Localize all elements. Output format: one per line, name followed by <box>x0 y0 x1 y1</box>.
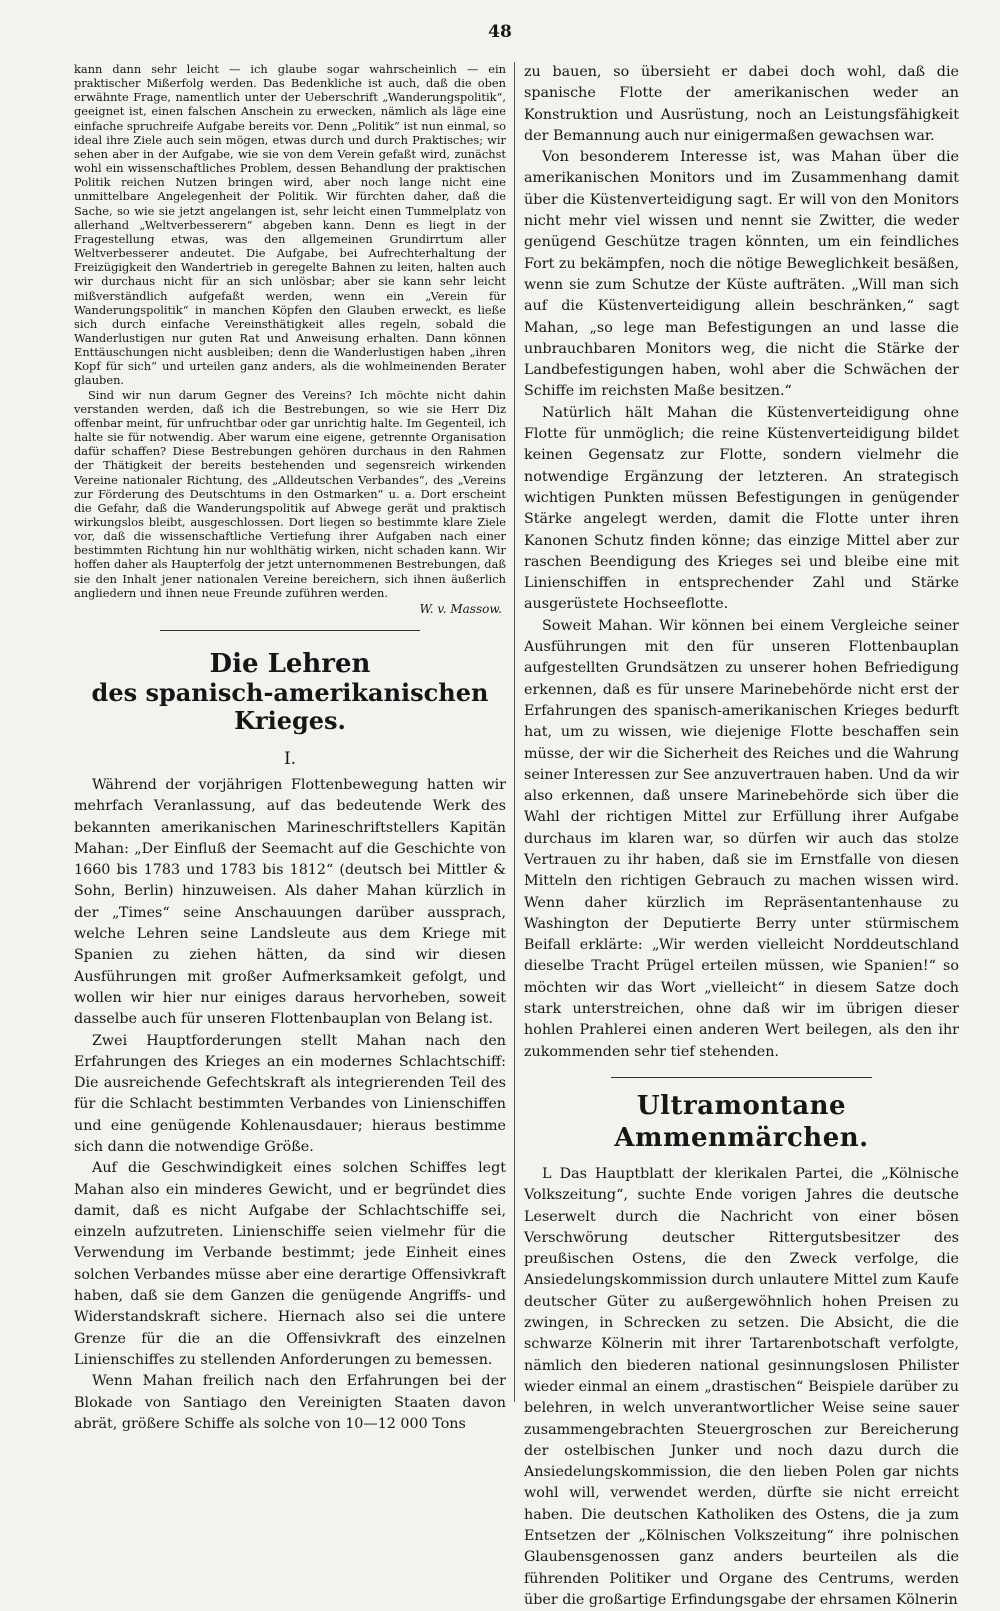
article-body <box>524 1164 959 1611</box>
article-title-line-2: des spanisch-amerikanischen Krieges. <box>91 677 489 735</box>
paragraph: Zwei Hauptforderungen stellt Mahan nach den Erfahrungen des Krieges an ein modernes Schlachtschiff: Die ausreichende Gefechtskraft als integrierenden Teil des für die Schlacht bestimmten Verbandes von Linienschiffen und eine genügende Kohlenausdauer; hieraus bestimme sich dann die notwendige Größe. <box>74 1032 506 1155</box>
page-number: 48 <box>488 22 512 42</box>
paragraph: Wenn Mahan freilich nach den Erfahrungen bei der Blokade von Santiago den Vereinigten Staaten davon abrät, größere Schiffe als solche von 10—12 000 Tons <box>74 1373 506 1432</box>
paragraph: zu bauen, so übersieht er dabei doch wohl, daß die spanische Flotte der amerikanischen weder an Konstruktion und Ausrüstung, noch an Leistungsfähigkeit der Bemannung auch nur einigermaßen gewachsen war. <box>524 64 959 144</box>
article-body-continued <box>524 62 959 1063</box>
paragraph: Soweit Mahan. Wir können bei einem Vergleiche seiner Ausführungen mit den für unseren Flottenbauplan aufgestellten Grundsätzen zu unserer hohen Befriedigung erkennen, daß es für unsere Marinebehörde nicht erst der Erfahrungen des spanisch-amerikanischen Krieges bedurft hat, um zu wissen, wie diejenige Flotte beschaffen sein müsse, der wir die Sicherheit des Reiches und die Wahrung seiner Interessen zur See anzuvertrauen haben. Und da wir also erkennen, daß unsere Marinebehörde sich über die Wahl der richtigen Mittel zur Erfüllung ihrer Aufgabe durchaus im klaren war, so dürfen wir auch das stolze Vertrauen zu ihr haben, daß sie im Ernstfalle von diesen Mitteln den richtigen Gebrauch zu machen wissen wird. Wenn daher kürzlich im Repräsentantenhause zu Washington der Deputierte Berry unter stürmischem Beifall erklärte: „Wir werden vielleicht Norddeutschland dieselbe Tracht Prügel erteilen müssen, wie Spanien!“ so möchten wir das Wort „vielleicht“ in diesem Satze doch stark unterstreichen, ohne daß wir im übrigen dieser hohlen Prahlerei einen anderen Wert beilegen, als den ihr zukommenden sehr tief stehenden. <box>524 617 959 1060</box>
author-signature: W. v. Massow. <box>419 601 502 616</box>
right-column <box>524 62 959 1608</box>
paragraph: kann dann sehr leicht — ich glaube sogar wahrscheinlich — ein praktischer Mißerfolg werden. Das Bedenkliche ist auch, daß die oben erwähnte Frage, namentlich unter der Ueberschrift „Wanderungspolitik“, geeignet ist, einen falschen Anschein zu erwecken, nämlich als läge eine einfache spruchreife Aufgabe bereits vor. Denn „Politik“ ist nun einmal, so ideal ihre Ziele auch sein mögen, etwas durch und durch Praktisches; wir sehen aber in der Aufgabe, wie sie von dem Verein gefaßt wird, zunächst wohl ein wissenschaftliches Problem, dessen Behandlung der praktischen Politik reichen Nutzen bringen wird, aber noch lange nicht eine unmittelbare Angelegenheit der Politik. Wir fürchten daher, daß die Sache, so wie sie jetzt angelangen ist, sehr leicht einen Tummelplatz von allerhand „Weltverbesserern“ abgeben kann. Denn es liegt in der Fragestellung etwas, was den allgemeinen Grundirrtum aller Weltverbesserer andeutet. Die Aufgabe, bei Aufrechterhaltung der Freizügigkeit den Wandertrieb in geregelte Bahnen zu leiten, halten auch wir durchaus nicht für an sich unlösbar; aber sie kann sehr leicht mißverständlich aufgefaßt werden, wenn ein „Verein für Wanderungspolitik“ in manchen Köpfen den Glauben erweckt, es ließe sich durch einfache Vereinsthätigkeit alles regeln, sobald die Wanderlustigen nur guten Rat und Anweisung erhalten. Dann können Enttäuschungen nicht ausbleiben; denn die Wanderlustigen haben „ihren Kopf für sich“ und urteilen ganz anders, als die wohlmeinenden Berater glauben. <box>74 62 506 388</box>
paragraph: Während der vorjährigen Flottenbewegung hatten wir mehrfach Veranlassung, auf das bedeutende Werk des bekannten amerikanischen Marineschriftstellers Kapitän Mahan: „Der Einfluß der Seemacht auf die Geschichte von 1660 bis 1783 und 1783 bis 1812“ (deutsch bei Mittler & Sohn, Berlin) hinzuweisen. Als daher Mahan kürzlich in der „Times“ seine Anschauungen darüber aussprach, welche Lehren seine Landsleute aus dem Kriege mit Spanien zu ziehen hätten, da sind wir diesen Ausführungen mit großer Aufmerksamkeit gefolgt, und wollen wir hier nur einiges daraus hervorheben, soweit dasselbe auch für unseren Flottenbauplan von Belang ist. <box>74 776 506 1028</box>
paragraph: L Das Hauptblatt der klerikalen Partei, die „Kölnische Volkszeitung“, suchte Ende vorigen Jahres die deutsche Leserwelt durch die Nachricht von einer bösen Verschwörung deutscher Rittergutsbesitzer des preußischen Ostens, die den Zweck verfolge, die Ansiedelungskommission durch unlautere Mittel zum Kaufe deutscher Güter zu außergewöhnlich hohen Preisen zu zwingen, in Schrecken zu setzen. Die Absicht, die die schwarze Kölnerin mit ihrer Tartarenbotschaft verfolgte, nämlich den biederen national gesinnungslosen Philister wieder einmal an einem „drastischen“ Beispiele darüber zu belehren, in welch unverantwortlicher Weise seine sauer zusammengebrachten Steuergroschen zur Bereicherung der ostelbischen Junker und noch dazu durch die Ansiedelungskommission, die den lieben Polen gar nichts wohl will, verwendet werden, dürfte sie nicht erreicht haben. Die deutschen Katholiken des Ostens, die ja zum Entsetzen der „Kölnischen Volkszeitung“ ihre polnischen Glaubensgenossen ganz anders beurteilen als die führenden Politiker und Organe des Centrums, werden über die großartige Erfindungsgabe der ehrsamen Kölnerin <box>524 1165 959 1608</box>
column-divider <box>514 62 515 1402</box>
paragraph: Auf die Geschwindigkeit eines solchen Schiffes legt Mahan also ein minderes Gewicht, und er begründet dies damit, daß es nicht Aufgabe der Schlachtschiffe sei, einzeln aufzutreten. Linienschiffe seien vielmehr für die Verwendung im Verbande bestimmt; jede Einheit eines solchen Verbandes müsse aber eine derartige Offensivkraft haben, daß sie dem Ganzen die genügende Angriffs- und Widerstandskraft sichere. Hiernach also sei die untere Grenze für die an die Offensivkraft des einzelnen Linienschiffes zu stellenden Anforderungen zu bemessen. <box>74 1160 506 1368</box>
prior-article-continuation <box>74 62 506 616</box>
paragraph: Natürlich hält Mahan die Küstenverteidigung ohne Flotte für unmöglich; die reine Küstenverteidigung bildet keinen Gegensatz zur Flotte, sondern vielmehr die notwendige Ergänzung der letzteren. An strategisch wichtigen Punkten müssen Befestigungen in genügender Stärke angelegt werden, damit die Flotte unter ihren Kanonen Schutz finden könne; das einzige Mittel aber zur raschen Beendigung des Krieges sei und bleibe eine mit Linienschiffen in entsprechender Zahl und Stärke ausgerüstete Hochseeflotte. <box>524 404 959 613</box>
paragraph: Sind wir nun darum Gegner des Vereins? Ich möchte nicht dahin verstanden werden, daß ich die Bestrebungen, so wie sie Herr Diz offenbar meint, für unfruchtbar oder gar unrichtig halte. Im Gegenteil, ich halte sie für notwendig. Aber warum eine eigene, getrennte Organisation dafür schaffen? Diese Bestrebungen gehören durchaus in den Rahmen der Thätigkeit der bereits bestehenden und segensreich wirkenden Vereine nationaler Richtung, des „Alldeutschen Verbandes“, des „Vereins zur Förderung des Deutschtums in den Ostmarken“ u. a. Dort erscheint die Gefahr, daß die Wanderungspolitik auf Abwege gerät und praktisch wirkungslos bleibt, ausgeschlossen. Dort liegen so bestimmte klare Ziele vor, daß die wissenschaftliche Vertiefung ihrer Aufgaben nach einer bestimmten Richtung hin nur wohlthätig wirken, nicht schaden kann. Wir hoffen daher als Haupterfolg der jetzt unternommenen Bestrebungen, daß sie den Inhalt jener nationalen Vereine bereichern, sich ihnen äußerlich angliedern und ihnen neue Freunde zuführen werden. <box>74 387 506 600</box>
article-body <box>74 775 506 1435</box>
left-column <box>74 62 506 1432</box>
article-part-number: I. <box>283 748 297 769</box>
paragraph: Von besonderem Interesse ist, was Mahan über die amerikanischen Monitors und im Zusammenhang damit über die Küstenverteidigung sagt. Er will von den Monitors nicht mehr viel wissen und nennt sie Zwitter, die weder genügend Geschütze tragen könnten, um ein feindliches Fort zu bekämpfen, noch die nötige Beweglichkeit besäßen, wenn sie zum Schutze der Küste aufträten. „Will man sich auf die Küstenverteidigung allein beschränken,“ sagt Mahan, „so lege man Befestigungen an und lasse die unbrauchbaren Monitors weg, die nicht die Stärke der Landbefestigungen haben, wohl aber die Schwächen der Schiffe im reichsten Maße besitzen.“ <box>524 149 959 400</box>
article-title: Ultramontane Ammenmärchen. <box>614 1090 869 1153</box>
article-title-line-1: Die Lehren <box>209 648 371 679</box>
section-divider <box>611 1077 872 1078</box>
section-divider <box>160 630 419 631</box>
